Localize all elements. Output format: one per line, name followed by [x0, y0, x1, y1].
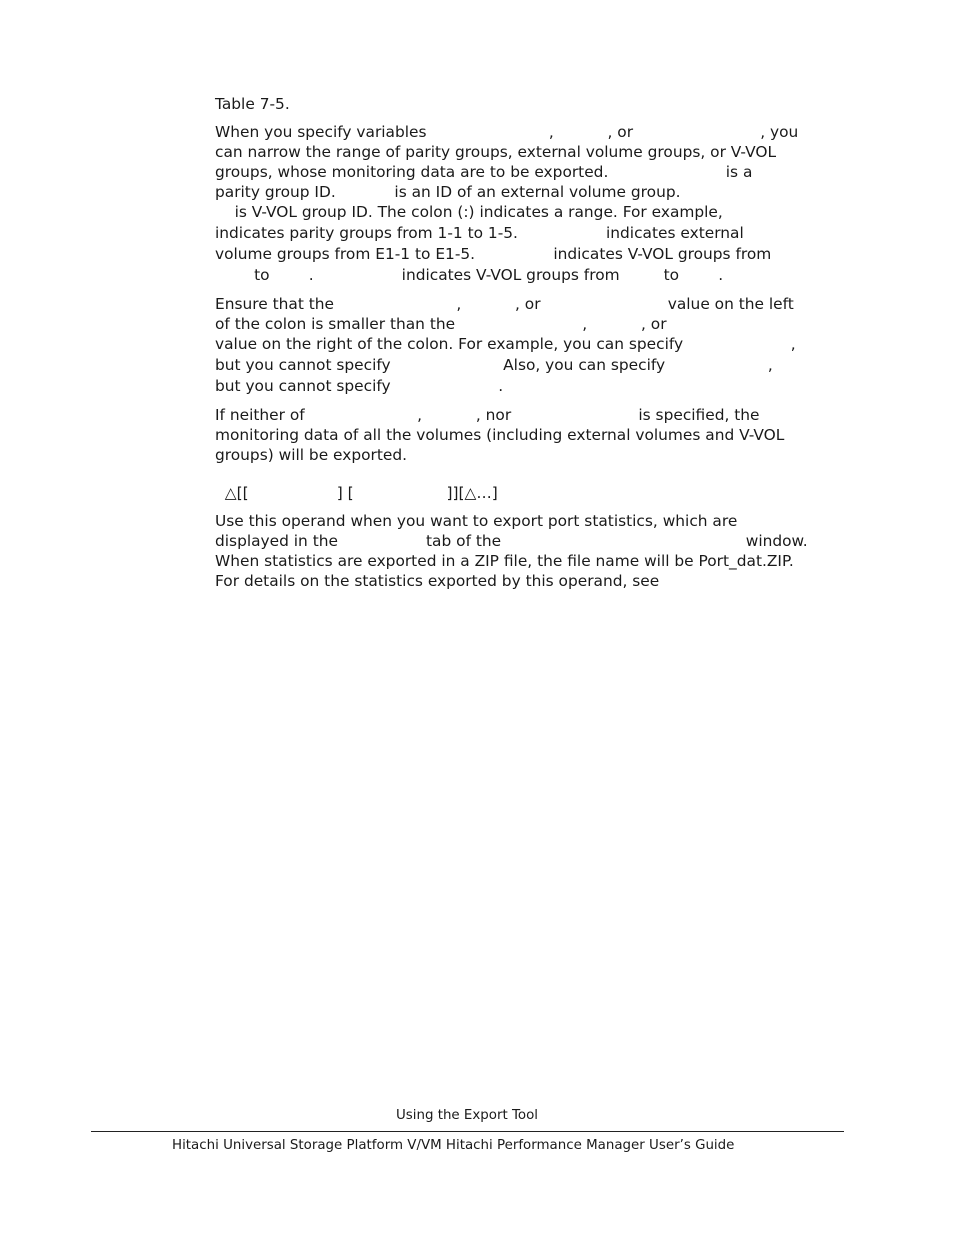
paragraph-line: Ensure that the , , or value on the left: [215, 295, 794, 313]
paragraph-line: but you cannot specify Also, you can specify ,: [215, 356, 773, 374]
paragraph-line: When statistics are exported in a ZIP file, the file name will be Port_dat.ZIP.: [215, 552, 794, 570]
paragraph-line: displayed in the tab of the window.: [215, 532, 808, 550]
paragraph-line: parity group ID. is an ID of an external volume group.: [215, 183, 681, 201]
paragraph-line: Use this operand when you want to export port statistics, which are: [215, 512, 738, 530]
paragraph-line: of the colon is smaller than the , , or: [215, 315, 667, 333]
footer-section-title: Using the Export Tool: [395, 1108, 539, 1123]
paragraph-line: If neither of , , nor is specified, the: [215, 406, 760, 424]
paragraph-line: When you specify variables , , or , you: [215, 123, 799, 141]
table-reference: Table 7-5.: [215, 95, 290, 113]
paragraph-line: value on the right of the colon. For example, you can specify ,: [215, 335, 796, 353]
paragraph-line: monitoring data of all the volumes (including external volumes and V-VOL: [215, 426, 785, 444]
paragraph-line: indicates parity groups from 1-1 to 1-5. indicates external: [215, 224, 744, 242]
paragraph-line: can narrow the range of parity groups, external volume groups, or V-VOL: [215, 143, 777, 161]
paragraph-line: is V-VOL group ID. The colon (:) indicates a range. For example,: [215, 203, 723, 221]
paragraph-line: groups) will be exported.: [215, 446, 408, 464]
paragraph-line: groups, whose monitoring data are to be exported. is a: [215, 163, 753, 181]
paragraph-line: but you cannot specify .: [215, 377, 504, 395]
footer-divider: [91, 1131, 844, 1132]
paragraph-line: volume groups from E1-1 to E1-5. indicates V-VOL groups from: [215, 245, 772, 263]
paragraph-line: For details on the statistics exported by this operand, see: [215, 572, 660, 590]
footer-guide-title: Hitachi Universal Storage Platform V/VM Hitachi Performance Manager User’s Guide: [172, 1138, 735, 1153]
paragraph-line: to . indicates V-VOL groups from to .: [215, 266, 724, 284]
operand-syntax: △[[ ] [ ]][△…]: [215, 484, 498, 502]
